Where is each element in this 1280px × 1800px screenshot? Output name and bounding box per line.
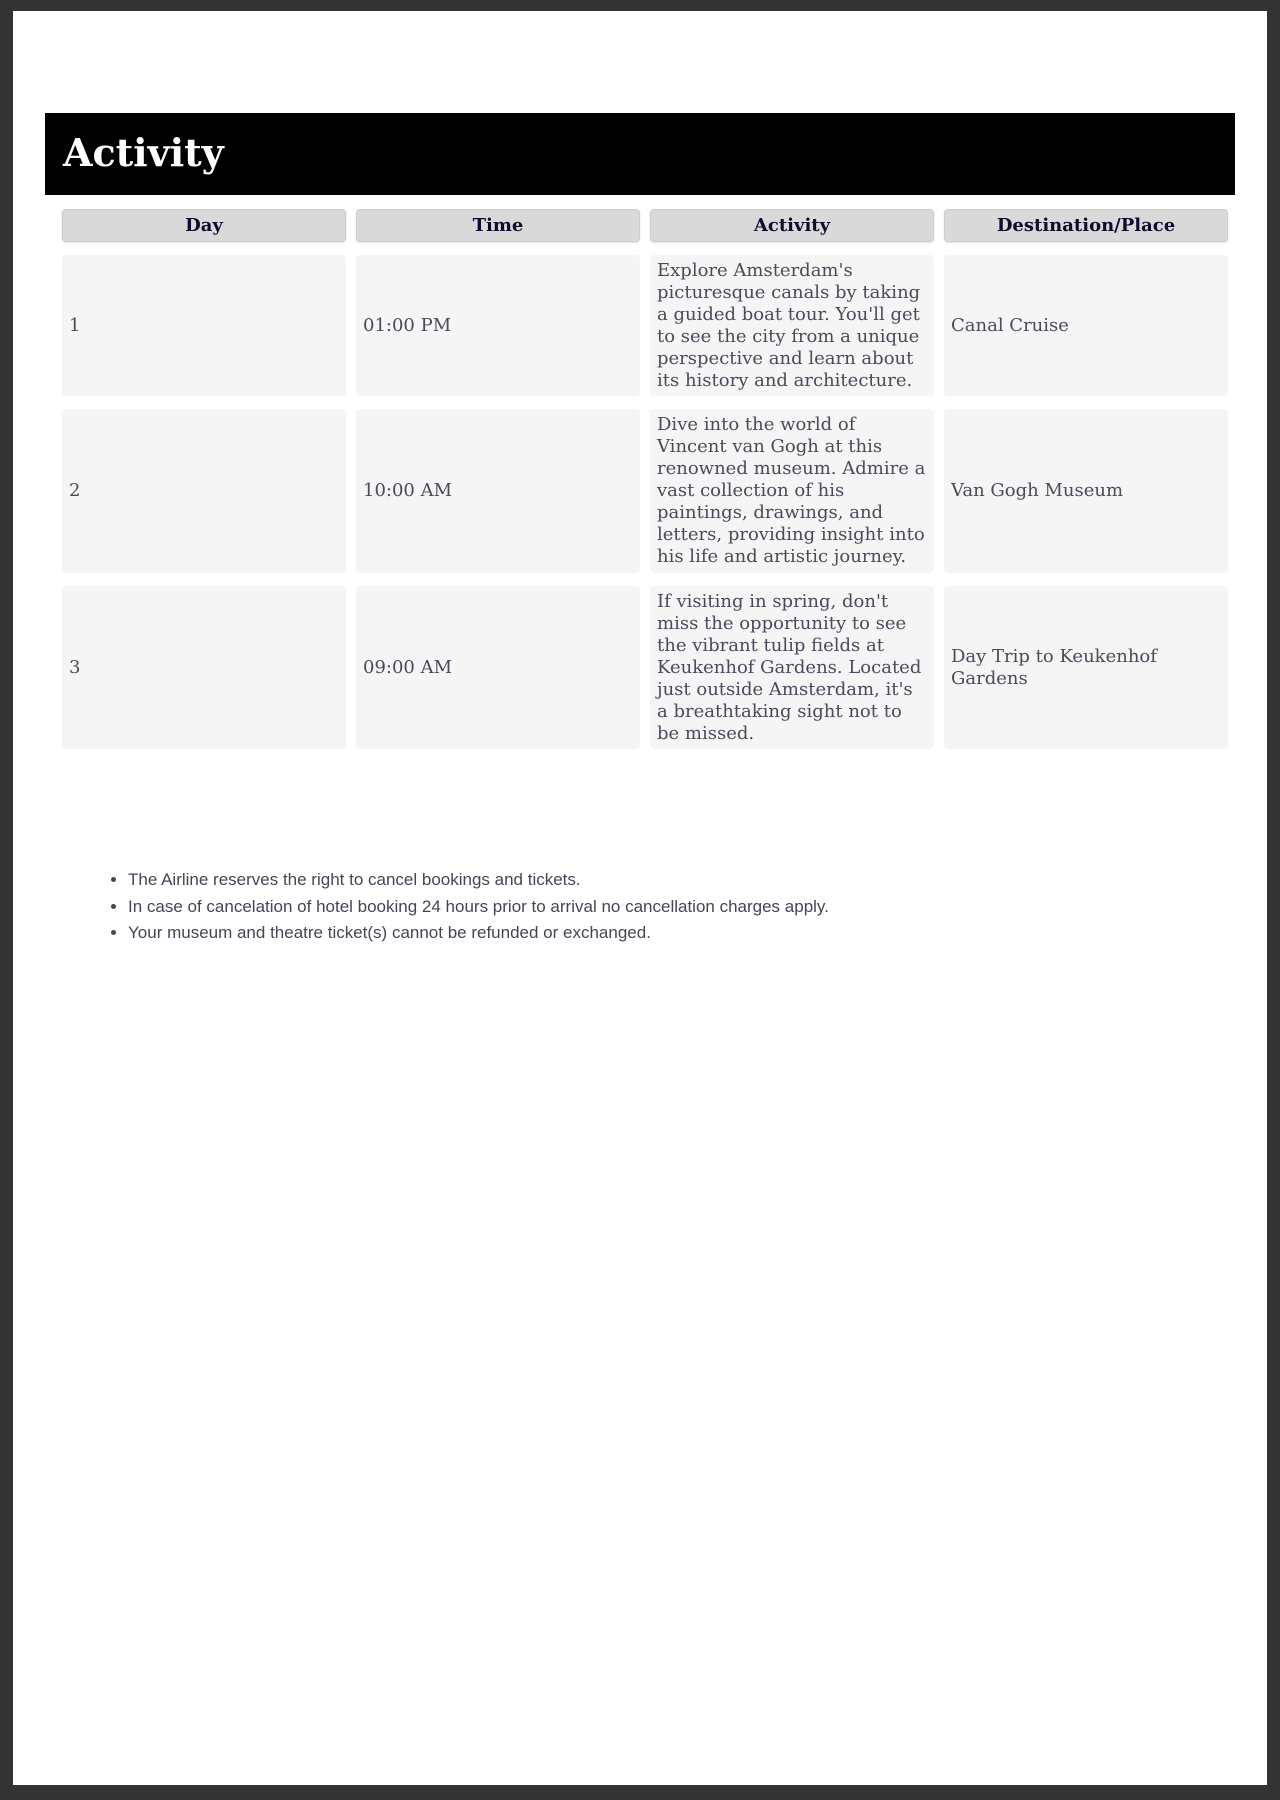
activity-cell: Explore Amsterdam's picturesque canals by taking a guided boat tour. You'll get to see the city from a unique perspective and learn about its history and architecture. [645, 255, 939, 396]
table-row [57, 409, 1233, 573]
time-cell: 01:00 PM [351, 255, 645, 396]
page-title: Activity [63, 130, 224, 175]
time-cell: 09:00 AM [351, 586, 645, 749]
column-header-label: Destination/Place [944, 209, 1228, 242]
table-row [57, 586, 1233, 749]
day-cell: 3 [57, 586, 351, 749]
column-header-activity [645, 209, 939, 242]
table-row [57, 255, 1233, 396]
title-banner [45, 113, 1235, 195]
itinerary-table [57, 209, 1233, 749]
place-cell: Van Gogh Museum [939, 409, 1233, 573]
row-spacer [57, 396, 1233, 409]
day-cell: 2 [57, 409, 351, 573]
place-cell: Day Trip to Keukenhof Gardens [939, 586, 1233, 749]
time-cell: 10:00 AM [351, 409, 645, 573]
activity-cell: Dive into the world of Vincent van Gogh at this renowned museum. Admire a vast collection of his paintings, drawings, and letters, providing insight into his life and artistic journey. [645, 409, 939, 573]
row-spacer [57, 573, 1233, 586]
document-page [13, 11, 1267, 1785]
column-header-destination [939, 209, 1233, 242]
column-header-label: Day [62, 209, 346, 242]
column-header-label: Activity [650, 209, 934, 242]
place-cell: Canal Cruise [939, 255, 1233, 396]
column-header-time [351, 209, 645, 242]
activity-cell: If visiting in spring, don't miss the opportunity to see the vibrant tulip fields at Keukenhof Gardens. Located just outside Amsterdam, it's a breathtaking sight not to be missed. [645, 586, 939, 749]
column-header-day [57, 209, 351, 242]
terms-item: • Your museum and theatre ticket(s) cannot be refunded or exchanged. [128, 920, 829, 947]
column-header-label: Time [356, 209, 640, 242]
terms-item: • In case of cancelation of hotel booking 24 hours prior to arrival no cancellation charges apply. [128, 894, 829, 921]
terms-list [81, 867, 829, 947]
day-cell: 1 [57, 255, 351, 396]
table-header-row [57, 209, 1233, 242]
row-spacer [57, 242, 1233, 255]
terms-item: • The Airline reserves the right to cancel bookings and tickets. [128, 867, 829, 894]
